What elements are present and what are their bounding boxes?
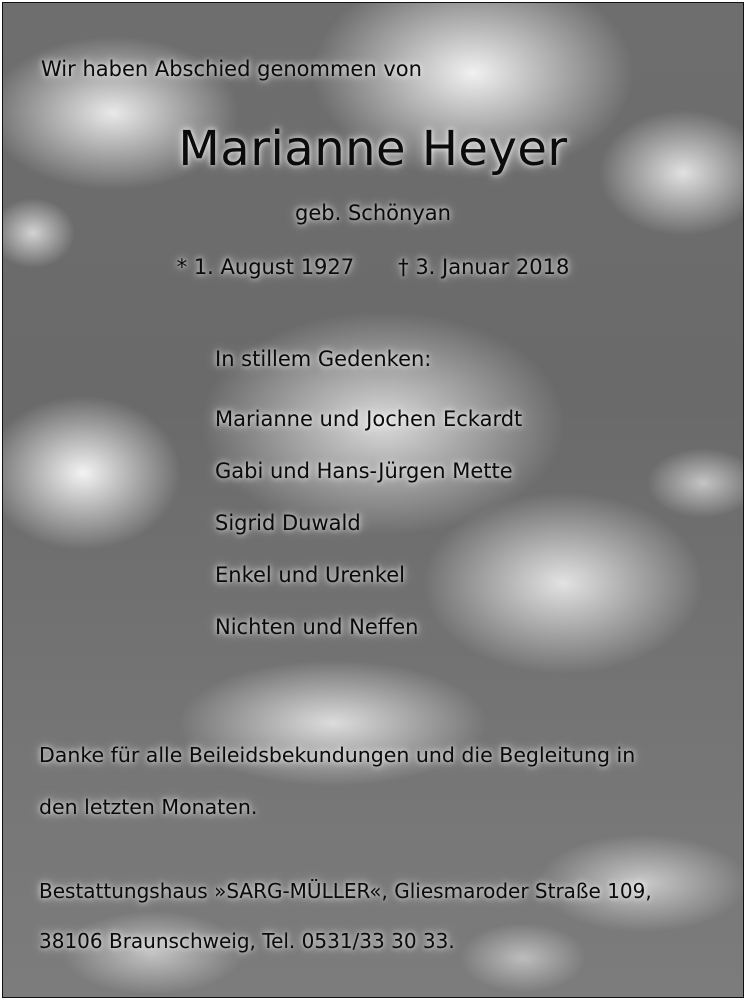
life-dates — [3, 255, 743, 279]
funeral-home-line-2: 38106 Braunschweig, Tel. 0531/33 30 33. — [39, 929, 455, 953]
birth-date: * 1. August 1927 — [176, 255, 355, 279]
deceased-name: Marianne Heyer — [178, 121, 568, 177]
obituary-notice — [2, 2, 744, 998]
thanks-line-2: den letzten Monaten. — [39, 795, 258, 819]
funeral-home-line-1: Bestattungshaus »SARG-MÜLLER«, Gliesmaroder Straße 109, — [39, 879, 652, 903]
intro-text: Wir haben Abschied genommen von — [41, 57, 422, 81]
mourner-3: Sigrid Duwald — [215, 511, 361, 535]
mourner-4: Enkel und Urenkel — [215, 563, 405, 587]
mourner-1: Marianne und Jochen Eckardt — [215, 407, 523, 431]
maiden-name: geb. Schönyan — [295, 201, 451, 225]
death-date: † 3. Januar 2018 — [398, 255, 570, 279]
mourner-2: Gabi und Hans-Jürgen Mette — [215, 459, 513, 483]
mourner-5: Nichten und Neffen — [215, 615, 419, 639]
memorial-heading: In stillem Gedenken: — [215, 347, 432, 371]
thanks-line-1: Danke für alle Beileidsbekundungen und die Begleitung in — [39, 743, 636, 767]
